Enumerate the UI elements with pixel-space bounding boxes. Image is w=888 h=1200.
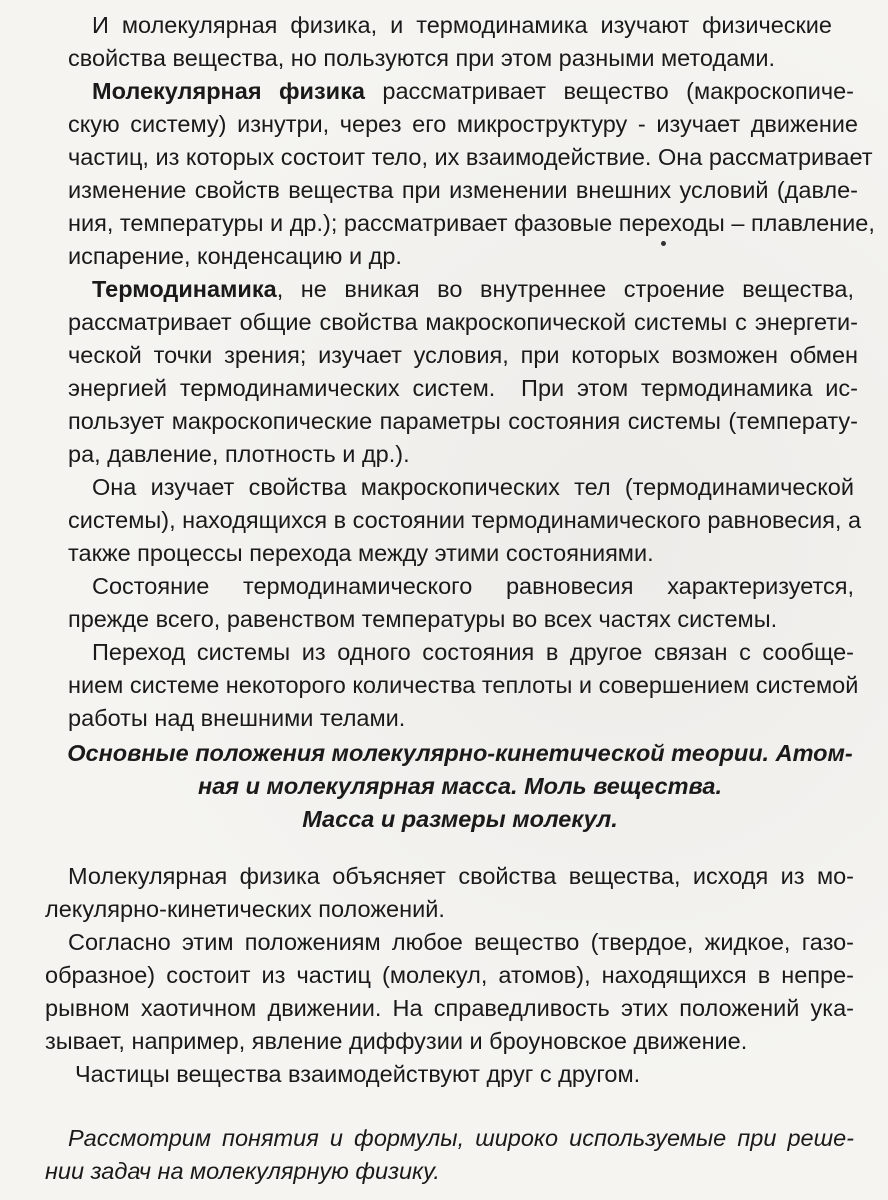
- text-line: прежде всего, равенством температуры во всех частях системы.: [68, 606, 778, 632]
- text-line: изменение свойств вещества при изменении внешних условий (давле-: [68, 177, 858, 203]
- section-heading-line: ная и молекулярная масса. Моль вещества.: [198, 773, 722, 799]
- text-line: системы), находящихся в состоянии термодинамического равновесия, а: [68, 507, 862, 533]
- text-line: ния, температуры и др.); рассматривает фазовые переходы – плавление,: [68, 210, 875, 236]
- print-speck: [661, 241, 666, 246]
- section-heading-line: Основные положения молекулярно-кинетической теории. Атом-: [67, 740, 853, 766]
- text-line: ра, давление, плотность и др.).: [68, 441, 410, 467]
- text-line: частиц, из которых состоит тело, их взаимодействие. Она рассматривает: [68, 144, 873, 170]
- text-line: И молекулярная физика, и термодинамика изучают физические: [92, 12, 832, 38]
- text-line: испарение, конденсацию и др.: [68, 243, 402, 269]
- text-line: Переход системы из одного состояния в другое связан с сообще-: [92, 639, 854, 665]
- text-line: образное) состоит из частиц (молекул, атомов), находящихся в непре-: [45, 962, 854, 988]
- text-line: Согласно этим положениям любое вещество (твердое, жидкое, газо-: [68, 929, 854, 955]
- text-line: пользует макроскопические параметры состояния системы (температу-: [68, 408, 858, 434]
- text-line: также процессы перехода между этими состояниями.: [68, 540, 654, 566]
- term-molecular-physics: Молекулярная физика: [92, 78, 365, 104]
- term-thermodynamics: Термодинамика: [92, 276, 277, 302]
- text-run: рассматривает вещество (макроскопиче-: [364, 78, 854, 104]
- text-line: [92, 76, 854, 106]
- closing-line: Рассмотрим понятия и формулы, широко используемые при решe-: [68, 1125, 854, 1151]
- text-line: зывает, например, явление диффузии и броуновское движение.: [45, 1028, 748, 1054]
- text-run: , не вникая во внутреннее строение вещества,: [276, 276, 854, 302]
- text-line: скую систему) изнутри, через его микроструктуру - изучает движение: [68, 111, 858, 137]
- text-line: Она изучает свойства макроскопических тел (термодинамической: [92, 474, 854, 500]
- text-line: Состояние термодинамического равновесия характеризуется,: [92, 573, 854, 599]
- text-line: рывном хаотичном движении. На справедливость этих положений ука-: [45, 995, 854, 1021]
- text-line: свойства вещества, но пользуются при этом разными методами.: [68, 45, 776, 71]
- text-line: лекулярно-кинетических положений.: [45, 896, 445, 922]
- text-line: Молекулярная физика объясняет свойства вещества, исходя из мо-: [68, 863, 854, 889]
- section-heading-line: Масса и размеры молекул.: [302, 806, 618, 832]
- closing-line: нии задач на молекулярную физику.: [45, 1158, 440, 1184]
- text-line: рассматривает общие свойства макроскопической системы с энергети-: [68, 309, 858, 335]
- text-line: нием системе некоторого количества теплоты и совершением системой: [68, 672, 859, 698]
- text-line: Частицы вещества взаимодействуют друг с другом.: [75, 1061, 641, 1087]
- text-line: ческой точки зрения; изучает условия, при которых возможен обмен: [68, 342, 858, 368]
- text-line: [92, 274, 854, 304]
- text-line: энергией термодинамических систем. При этом термодинамика ис-: [68, 375, 858, 401]
- text-line: работы над внешними телами.: [68, 705, 406, 731]
